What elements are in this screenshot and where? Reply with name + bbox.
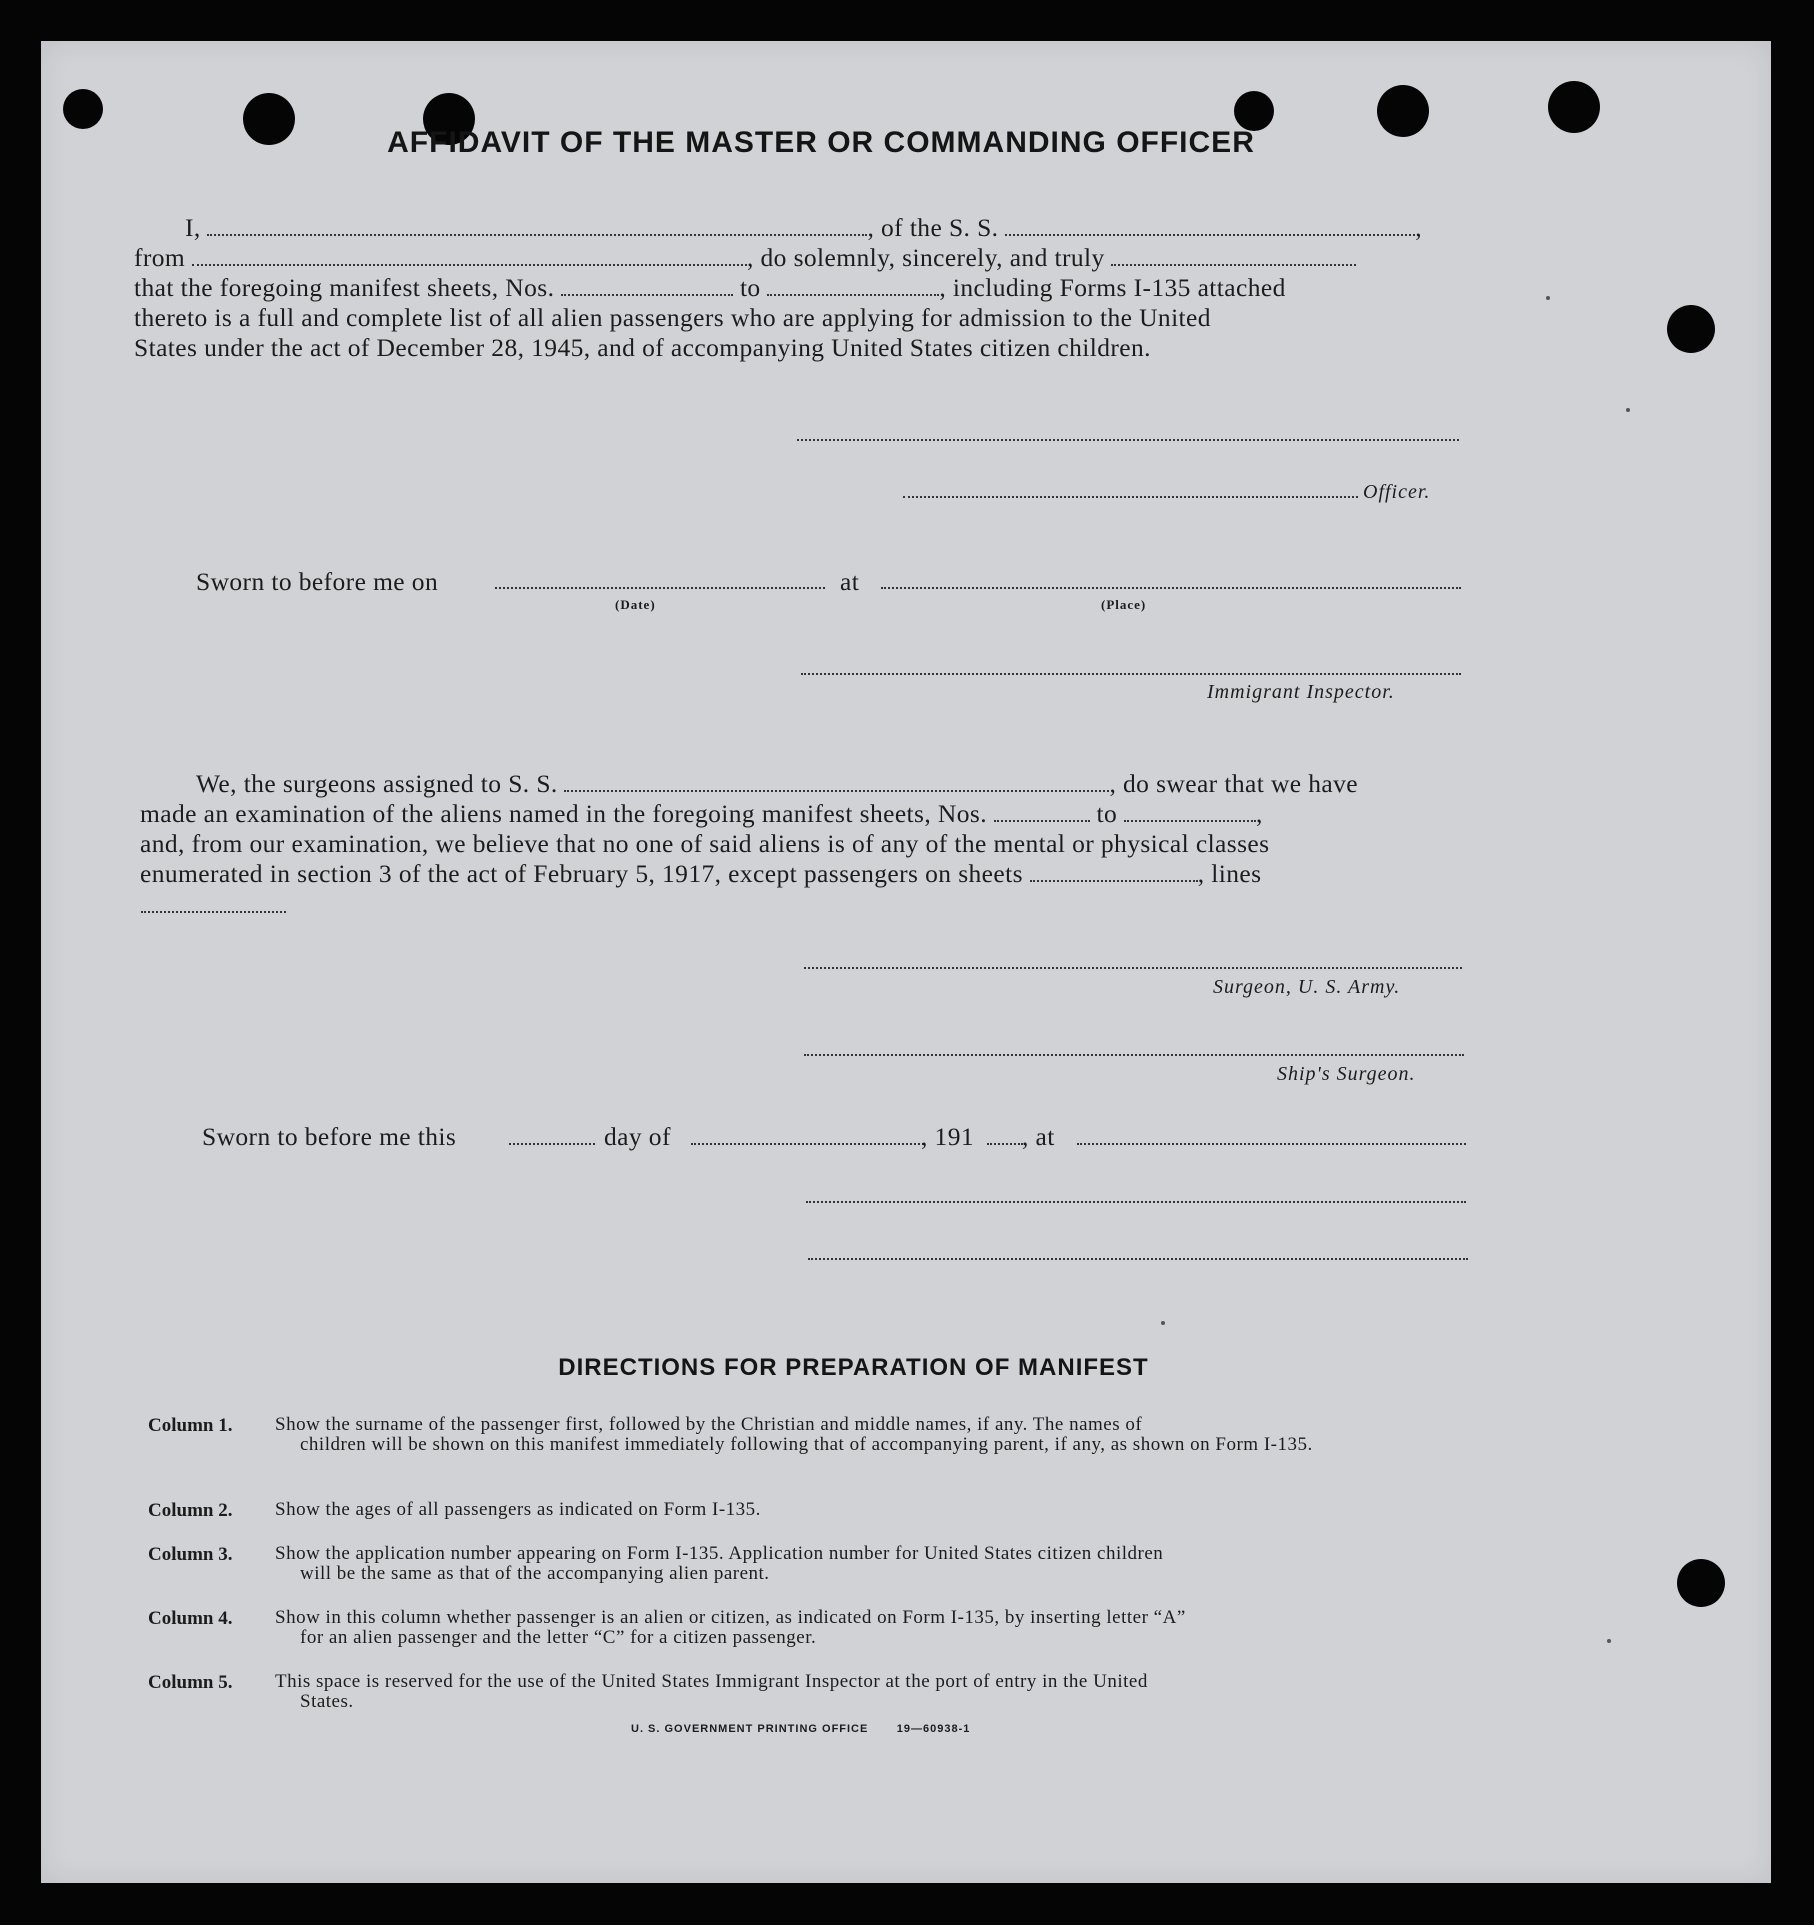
column-5-label: Column 5. [148,1672,233,1693]
printer-name: U. S. GOVERNMENT PRINTING OFFICE [631,1723,869,1735]
sheet-from-field[interactable] [561,292,733,296]
column-3-rest: will be the same as that of the accompanying alien parent. [300,1563,770,1584]
sworn-on-label: Sworn to before me on [196,567,439,596]
column-2-first: Show the ages of all passengers as indicated on Form I-135. [275,1499,761,1520]
speck [1546,296,1550,300]
column-1-text [275,1415,1505,1455]
surgeons-line-3: and, from our examination, we believe that no one of said aliens is of any of the mental or physical classes [140,829,1270,858]
sworn-this-label: Sworn to before me this [202,1122,457,1151]
except-lines-field[interactable] [141,911,286,913]
from-port-field[interactable] [192,262,747,266]
exam-sheet-to-field[interactable] [1124,818,1256,822]
affidavit-title: AFFIDAVIT OF THE MASTER OR COMMANDING OFFICER [387,126,1255,159]
surgeons-line-2 [140,799,1263,829]
inspector-caption: Immigrant Inspector. [1207,681,1395,703]
army-surgeon-signature-line[interactable] [804,967,1462,969]
sworn-date-field[interactable] [495,587,825,589]
form-sheet [41,41,1771,1883]
column-4-text [275,1608,1505,1648]
ship-name-field[interactable] [1005,232,1415,236]
year-label: , 191 [921,1122,974,1151]
column-2-text [275,1500,1505,1520]
column-5-rest: States. [300,1691,354,1712]
surgeons-ship-field[interactable] [564,788,1109,792]
form-code: 19—60938-1 [896,1723,971,1735]
column-4-label: Column 4. [148,1608,233,1629]
enumerated-label: enumerated in section 3 of the act of February 5, 1917, except passengers on sheets [140,859,1023,888]
swear-field[interactable] [1111,262,1356,266]
officer-caption: Officer. [1363,481,1431,503]
to-label: to [739,273,761,302]
ships-surgeon-caption: Ship's Surgeon. [1277,1063,1416,1085]
comma: , [1255,799,1263,828]
sheet-to-field[interactable] [767,292,939,296]
column-4-first: Show in this column whether passenger is an alien or citizen, as indicated on Form I-135, by inserting letter “A” [275,1607,1186,1628]
master-name-field[interactable] [207,232,867,236]
punch-hole [1234,91,1274,131]
from-label: from [134,243,186,272]
affidavit-line-1 [185,213,1422,243]
affidavit-line-4: thereto is a full and complete list of all alien passengers who are applying for admission to the United [134,303,1211,332]
column-1-first: Show the surname of the passenger first, followed by the Christian and middle names, if any. The names of [275,1414,1143,1435]
solemnly-label: , do solemnly, sincerely, and truly [746,243,1105,272]
sworn-place-field-2[interactable] [1077,1143,1466,1145]
affidavit-line-3 [134,273,1286,303]
punch-hole [63,89,103,129]
column-5-text [275,1672,1505,1712]
column-3-first: Show the application number appearing on Form I-135. Application number for United States citizen children [275,1543,1164,1564]
exam-sheet-from-field[interactable] [994,818,1090,822]
surgeons-line-1 [196,769,1358,799]
swear-label: , do swear that we have [1109,769,1358,798]
exam-to-label: to [1096,799,1118,828]
affidavit-line-2 [134,243,1356,273]
column-5-first: This space is reserved for the use of the United States Immigrant Inspector at the port of entry in the United [275,1671,1148,1692]
surgeons-label: We, the surgeons assigned to S. S. [196,769,558,798]
except-sheets-field[interactable] [1030,878,1198,882]
sworn-place-field[interactable] [881,587,1461,589]
officer-signature-line[interactable] [797,439,1459,441]
including-label: , including Forms I-135 attached [939,273,1286,302]
examination-label: made an examination of the aliens named in the foregoing manifest sheets, Nos. [140,799,987,828]
signature-line-2[interactable] [808,1258,1468,1260]
ships-surgeon-signature-line[interactable] [804,1054,1464,1056]
column-1-label: Column 1. [148,1415,233,1436]
sworn-at-label-2: , at [1022,1122,1055,1151]
army-surgeon-caption: Surgeon, U. S. Army. [1213,976,1401,998]
date-caption: (Date) [615,597,656,612]
surgeons-line-4 [140,859,1261,889]
sworn-year-field[interactable] [987,1143,1023,1145]
printer-imprint [631,1723,970,1735]
manifest-nos-label: that the foregoing manifest sheets, Nos. [134,273,555,302]
sworn-month-field[interactable] [691,1143,924,1145]
ss-label: , of the S. S. [867,213,999,242]
affidavit-i-label: I, [185,213,201,242]
officer-title-line[interactable] [903,496,1358,498]
column-3-text [275,1544,1505,1584]
sworn-day-field[interactable] [509,1143,595,1145]
day-of-label: day of [604,1122,671,1151]
lines-label: , lines [1197,859,1262,888]
punch-hole [1667,305,1715,353]
column-3-label: Column 3. [148,1544,233,1565]
column-2-label: Column 2. [148,1500,233,1521]
sworn-at-label: at [840,567,860,596]
column-4-rest: for an alien passenger and the letter “C” for a citizen passenger. [300,1627,817,1648]
place-caption: (Place) [1101,597,1147,612]
comma: , [1415,213,1422,242]
signature-line-1[interactable] [806,1201,1466,1203]
speck [1607,1639,1611,1643]
directions-title: DIRECTIONS FOR PREPARATION OF MANIFEST [558,1354,1149,1381]
inspector-signature-line[interactable] [801,673,1461,675]
affidavit-line-5: States under the act of December 28, 1945, and of accompanying United States citizen children. [134,333,1151,362]
speck [1626,408,1630,412]
speck [1161,1321,1165,1325]
column-1-rest: children will be shown on this manifest immediately following that of accompanying parent, if any, as shown on Form I-135. [300,1434,1313,1455]
punch-hole [1677,1559,1725,1607]
